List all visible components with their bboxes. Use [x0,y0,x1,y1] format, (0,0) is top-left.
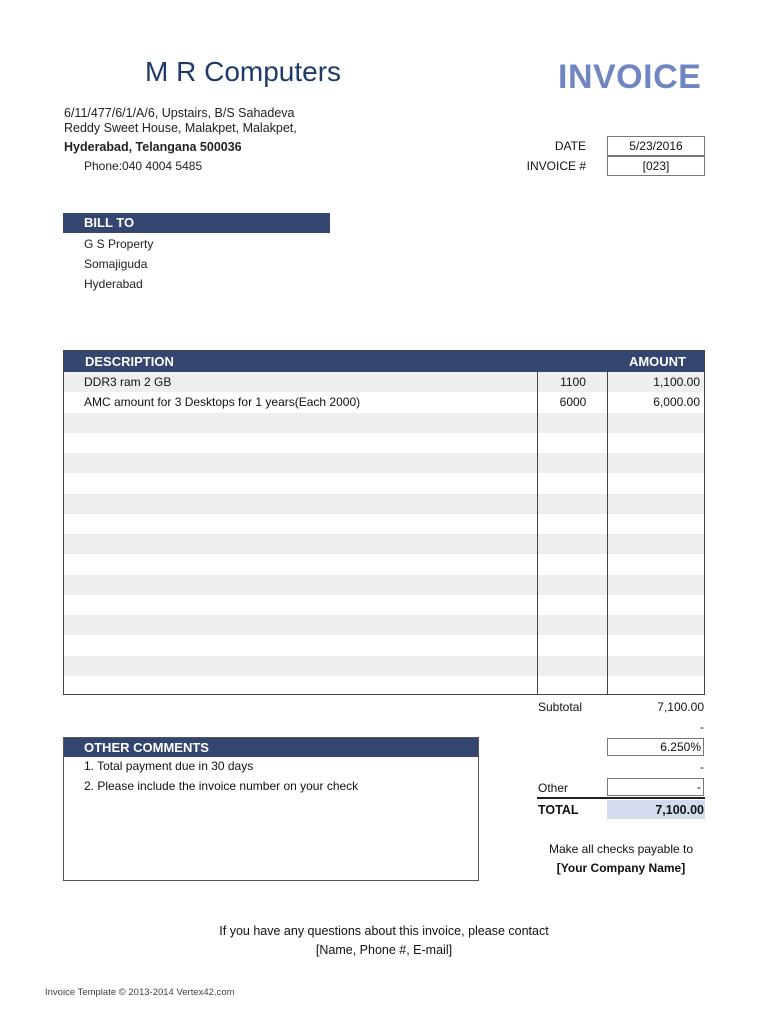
table-row [64,453,704,473]
table-row [64,676,704,695]
date-label: DATE [554,139,586,153]
item-description: DDR3 ram 2 GB [84,375,172,389]
payable-note: Make all checks payable to [548,842,694,856]
amount-column-header: AMOUNT [628,354,686,369]
item-amount: 1,100.00 [653,375,700,389]
other-label: Other [538,781,569,795]
table-row [64,392,704,412]
taxable-value: - [700,720,704,734]
invoice-title: INVOICE [558,58,702,96]
table-row [64,433,704,453]
subtotal-value: 7,100.00 [657,700,704,714]
table-row [64,615,704,635]
tax-value: - [700,760,704,774]
total-value: 7,100.00 [655,803,704,817]
total-divider [537,797,705,799]
company-address-line2: Reddy Sweet House, Malakpet, Malakpet, [64,121,297,135]
table-row [64,534,704,554]
bill-to-line: G S Property [84,237,154,251]
contact-details: [Name, Phone #, E-mail] [315,943,453,957]
item-quantity: 1100 [560,375,586,389]
table-row [64,494,704,514]
table-row [64,473,704,493]
qty-column-divider [537,372,538,694]
table-row [64,656,704,676]
table-row [64,635,704,655]
total-label: TOTAL [538,803,579,817]
other-comments-header: OTHER COMMENTS [64,738,478,757]
comment-line: 2. Please include the invoice number on your check [84,779,359,793]
table-row [64,554,704,574]
item-amount: 6,000.00 [653,395,700,410]
comment-line: 1. Total payment due in 30 days [84,759,254,773]
company-address-line3: Hyderabad, Telangana 500036 [64,140,242,154]
tax-rate-field[interactable]: 6.250% [607,738,704,756]
invoice-number-label: INVOICE # [526,159,586,173]
invoice-number-field[interactable]: [023] [607,156,705,176]
company-address-line1: 6/11/477/6/1/A/6, Upstairs, B/S Sahadeva [64,106,295,120]
amount-column-divider [607,372,608,694]
items-table-header [64,351,704,372]
items-table [63,350,705,695]
table-row [64,514,704,534]
item-description: AMC amount for 3 Desktops for 1 years(Each 2000) [84,395,361,410]
table-row [64,595,704,615]
table-row [64,372,704,392]
template-credit: Invoice Template © 2013-2014 Vertex42.com [45,987,235,998]
item-quantity: 6000 [559,395,587,410]
bill-to-line: Hyderabad [84,277,143,291]
description-column-header: DESCRIPTION [85,354,174,369]
payable-company: [Your Company Name] [556,861,686,875]
company-phone: Phone:040 4004 5485 [84,159,203,173]
company-name: M R Computers [145,56,342,87]
other-comments-box [63,737,479,881]
contact-note: If you have any questions about this invoice, please contact [219,924,549,938]
other-field[interactable]: - [607,778,704,796]
table-row [64,575,704,595]
bill-to-line: Somajiguda [84,257,148,271]
date-field[interactable]: 5/23/2016 [607,136,705,156]
table-row [64,413,704,433]
subtotal-label: Subtotal [538,700,583,714]
bill-to-header: BILL TO [63,213,330,233]
